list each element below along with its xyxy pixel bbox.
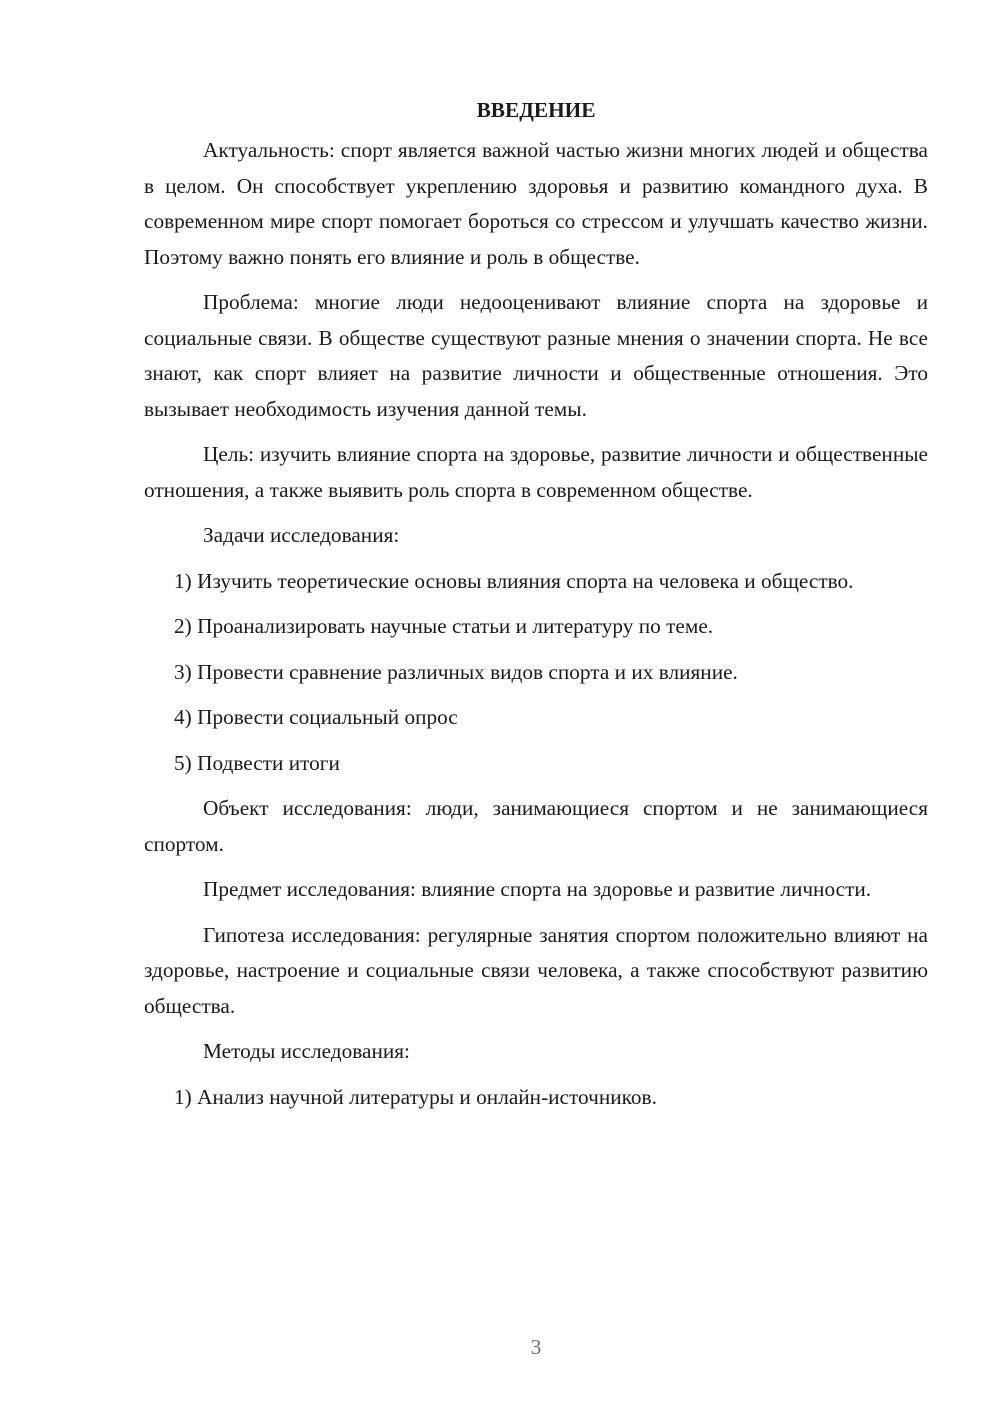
- methods-heading: Методы исследования:: [203, 1039, 410, 1063]
- method-item: 1) Анализ научной литературы и онлайн-источников.: [174, 1084, 657, 1109]
- problem-paragraph: Проблема: многие люди недооценивают влияние спорта на здоровье и социальные связи. В обществе существуют разные мнения о значении спорта. Не все знают, как спорт влияет на развитие личности и общественные отношения. Это вызывает необходимость изучения данной темы.: [144, 290, 928, 421]
- task-item: 3) Провести сравнение различных видов спорта и их влияние.: [174, 659, 738, 684]
- page-body: [144, 93, 928, 1125]
- tasks-heading: Задачи исследования:: [203, 523, 400, 547]
- goal-paragraph: Цель: изучить влияние спорта на здоровье, развитие личности и общественные отношения, а также выявить роль спорта в современном обществе.: [144, 442, 928, 502]
- object-paragraph: Объект исследования: люди, занимающиеся спортом и не занимающиеся спортом.: [144, 796, 928, 856]
- task-item: 2) Проанализировать научные статьи и литературу по теме.: [174, 614, 714, 638]
- task-item: 1) Изучить теоретические основы влияния спорта на человека и общество.: [174, 568, 854, 593]
- section-heading: ВВЕДЕНИЕ: [476, 98, 596, 122]
- page-number: 3: [530, 1335, 542, 1359]
- subject-paragraph: Предмет исследования: влияние спорта на здоровье и развитие личности.: [203, 877, 872, 901]
- hypothesis-paragraph: Гипотеза исследования: регулярные занятия спортом положительно влияют на здоровье, настроение и социальные связи человека, а также способствуют развитию общества.: [144, 922, 928, 1018]
- task-item: 5) Подвести итоги: [174, 750, 340, 775]
- task-item: 4) Провести социальный опрос: [174, 705, 458, 729]
- relevance-paragraph: Актуальность: спорт является важной частью жизни многих людей и общества в целом. Он способствует укреплению здоровья и развитию командного духа. В современном мире спорт помогает бороться со стрессом и улучшать качество жизни. Поэтому важно понять его влияние и роль в обществе.: [144, 138, 928, 269]
